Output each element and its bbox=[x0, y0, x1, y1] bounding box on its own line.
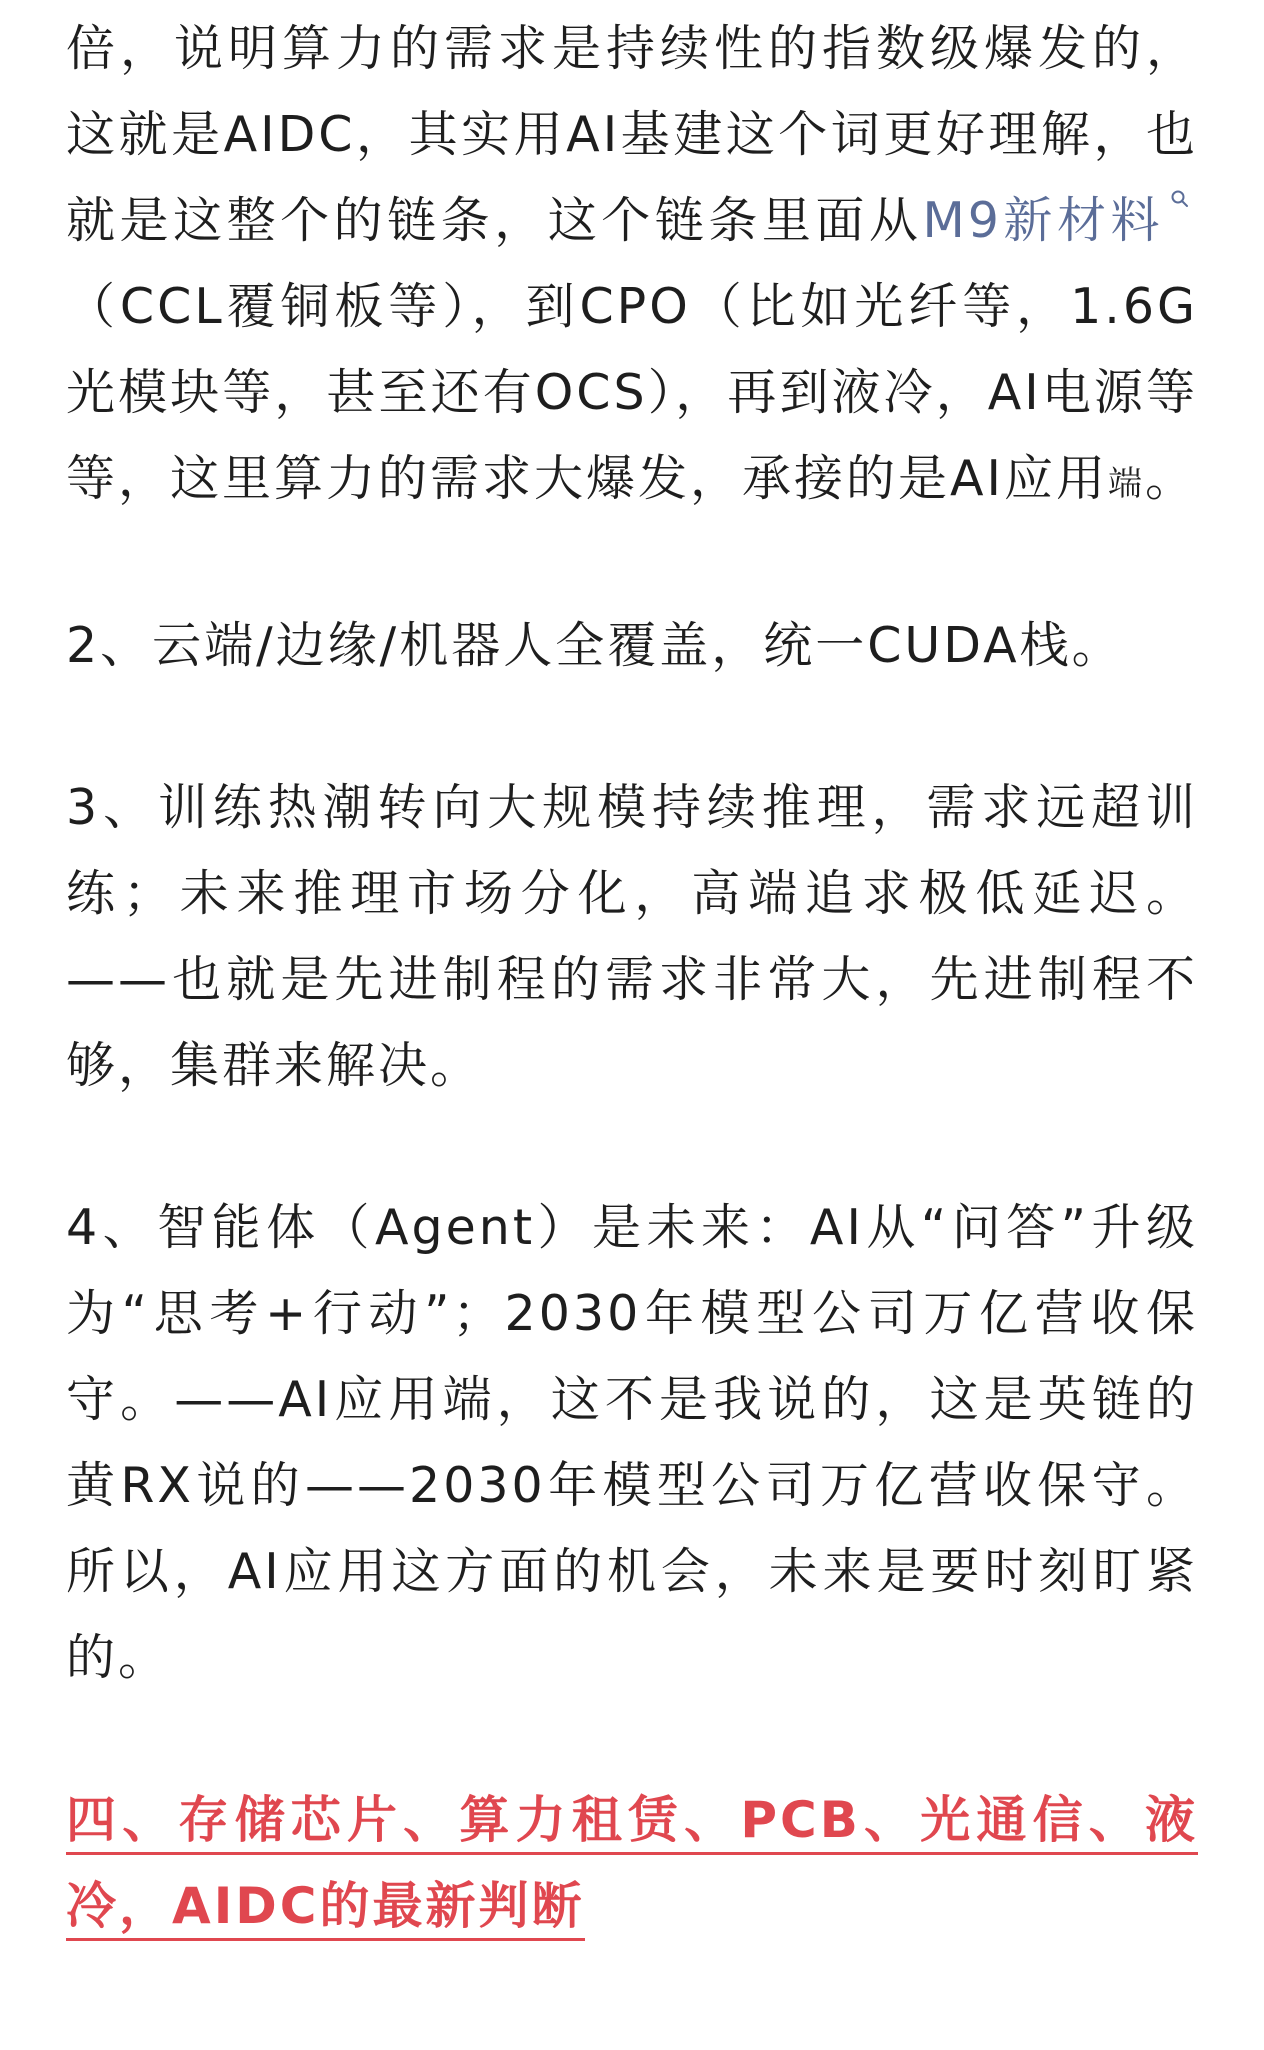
paragraph-2: 2、云端/边缘/机器人全覆盖，统一CUDA栈。 bbox=[66, 617, 1124, 674]
keyword-link-text[interactable]: M9新材料 bbox=[922, 192, 1164, 249]
paragraph-1-text-before-link: 倍，说明算力的需求是持续性的指数级爆发的，这就是AIDC，其实用AI基建这个词更好理解，也就是这整个的链条，这个链条里面从 bbox=[66, 20, 1198, 249]
paragraph-gap bbox=[66, 1701, 1198, 1777]
paragraph-4: 4、智能体（Agent）是未来：AI从“问答”升级为“思考+行动”；2030年模型公司万亿营收保守。——AI应用端，这不是我说的，这是英链的黄RX说的——2030年模型公司万亿营收保守。所以，AI应用这方面的机会，未来是要时刻盯紧的。 bbox=[66, 1199, 1198, 1686]
paragraph-1 bbox=[66, 6, 1198, 527]
paragraph-1-small-char: 端 bbox=[1107, 464, 1145, 504]
paragraph-1-end: 。 bbox=[1144, 450, 1197, 507]
paragraph-gap bbox=[66, 1109, 1198, 1185]
section-heading bbox=[66, 1777, 1198, 1949]
paragraph-1-text-after-link: （CCL覆铜板等），到CPO（比如光纤等，1.6G光模块等，甚至还有OCS），再到液冷，AI电源等等，这里算力的需求大爆发，承接的是AI应用 bbox=[66, 278, 1198, 507]
paragraph-3: 3、训练热潮转向大规模持续推理，需求远超训练；未来推理市场分化，高端追求极低延迟。——也就是先进制程的需求非常大，先进制程不够，集群来解决。 bbox=[66, 779, 1198, 1094]
keyword-search-link[interactable] bbox=[922, 192, 1198, 249]
paragraph-gap bbox=[66, 527, 1198, 603]
search-icon[interactable] bbox=[1170, 189, 1190, 209]
section-heading-text: 四、存储芯片、算力租赁、PCB、光通信、液冷，AIDC的最新判断 bbox=[66, 1791, 1198, 1941]
paragraph-gap bbox=[66, 689, 1198, 765]
